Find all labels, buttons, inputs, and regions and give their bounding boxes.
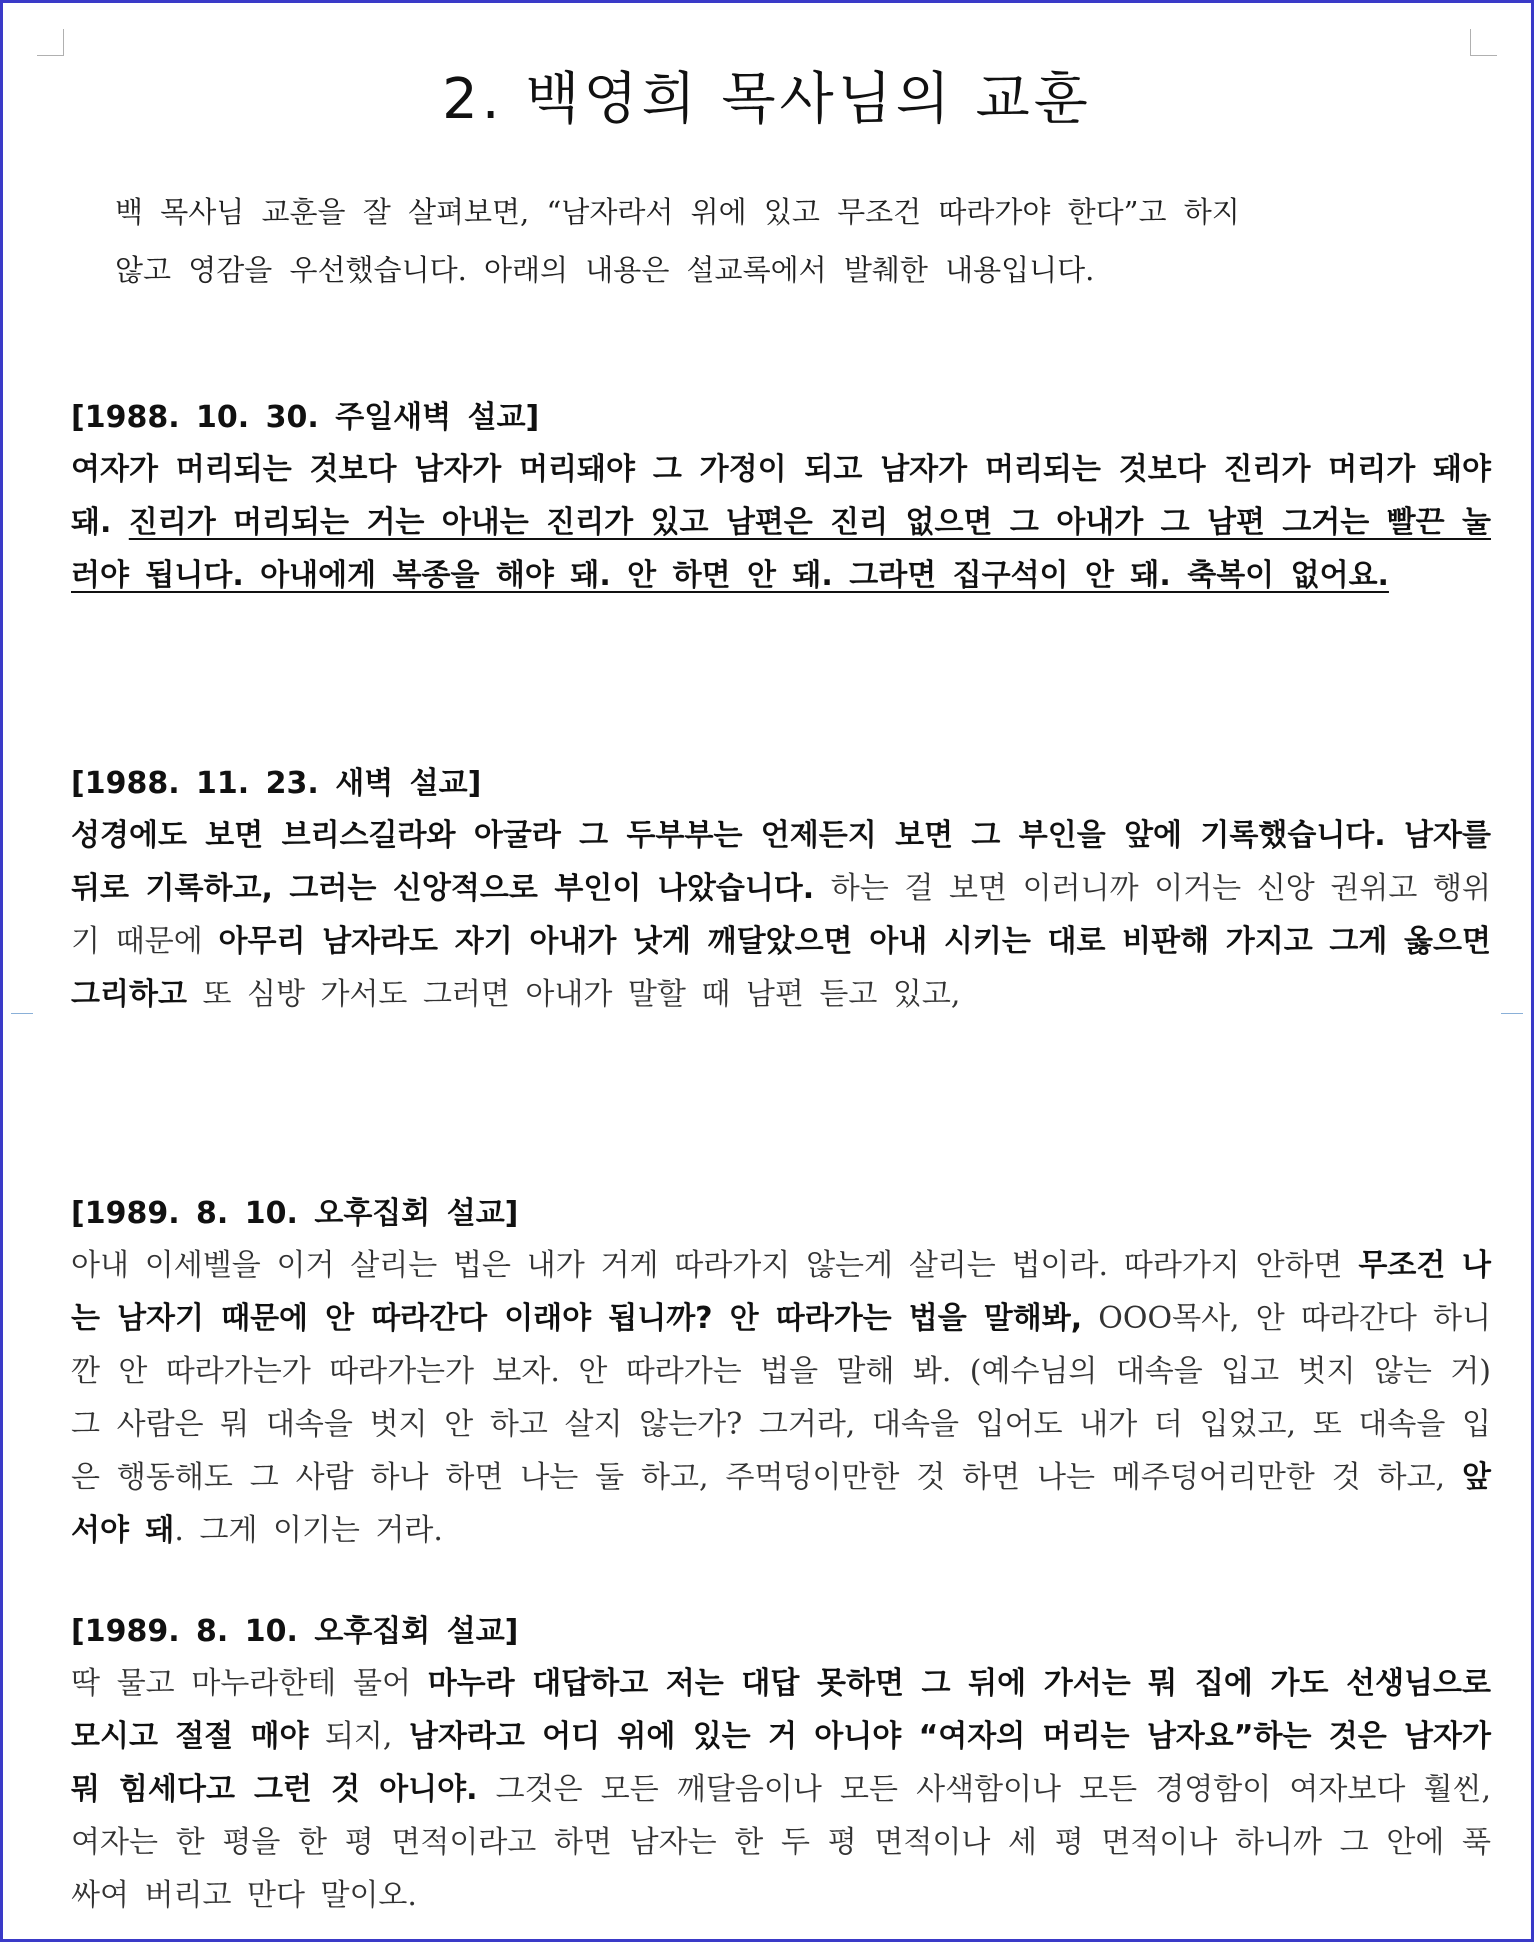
- page-title: 2. 백영희 목사님의 교훈: [442, 67, 1092, 132]
- body-text: 되지,: [308, 1719, 409, 1754]
- body-text: 그것은 모든 깨달음이나 모든 사색함이나 모든 경영함이 여자보다 훨씬, 여자는 한 평을 한 평 면적이라고 하면 남자는 한 두 평 면적이나 세 평 면적이나 하니까 그 안에 푹 싸여 버리고 만다 말이오.: [71, 1772, 1491, 1913]
- body-text: . 그게 이기는 거라.: [174, 1513, 443, 1548]
- body-text: 또 심방 가서도 그러면 아내가 말할 때 남편 듣고 있고,: [186, 977, 961, 1012]
- section-heading: [1988. 10. 30. 주일새벽 설교]: [71, 400, 540, 435]
- bold-text: 무조건 나는 남자기 때문에 안 따라간다 이래야 됩니까? 안 따라가는 법을 말해봐,: [71, 1248, 1491, 1336]
- section-heading: [1989. 8. 10. 오후집회 설교]: [71, 1196, 519, 1231]
- margin-mark-left: [11, 1013, 33, 1014]
- crop-mark-top-left: [37, 29, 64, 56]
- sermon-section-1: [71, 393, 1491, 602]
- body-text: 아내 이세벨을 이거 살리는 법은 내가 거게 따라가지 않는게 살리는 법이라. 따라가지 안하면: [71, 1248, 1359, 1283]
- bold-text: 남자라고 어디 위에 있는 거 아니야 “여자의 머리는 남자요”하는 것은 남자가 뭐 힘세다고 그런 것 아니야.: [71, 1719, 1492, 1807]
- sermon-section-4: [71, 1607, 1491, 1922]
- sermon-section-2: [71, 759, 1491, 1021]
- section-heading: [1988. 11. 23. 새벽 설교]: [71, 766, 482, 801]
- crop-mark-top-right: [1470, 29, 1497, 56]
- bold-text: 아무리 남자라도 자기 아내가 낫게 깨달았으면 아내 시키는 대로 비판해 가지고 그게 옳으면 그리하고: [71, 924, 1491, 1012]
- body-text: OOO목사, 안 따라간다 하니깐 안 따라가는가 따라가는가 보자. 안 따라가는 법을 말해 봐. (예수님의 대속을 입고 벗지 않는 거) 그 사람은 뭐 대속을 벗지 안 하고 살지 않는가? 그거라, 대속을 입어도 내가 더 입었고, 또 대속을 입은 행동해도 그 사람 하나 하면 나는 둘 하고, 주먹덩이만한 것 하면 나는 메주덩어리만한 것 하고,: [71, 1301, 1491, 1495]
- bold-text: 여자가 머리되는 것보다 남자가 머리돼야 그 가정이 되고 남자가 머리되는 것보다 진리가 머리가 돼야 돼.: [71, 452, 1491, 540]
- body-text: 딱 물고 마누라한테 물어: [71, 1666, 428, 1701]
- intro-line-2: 않고 영감을 우선했습니다. 아래의 내용은 설교록에서 발췌한 내용입니다.: [115, 253, 1095, 287]
- intro-line-1: 백 목사님 교훈을 잘 살펴보면, “남자라서 위에 있고 무조건 따라가야 한다”고 하지: [115, 195, 1240, 229]
- bold-text: 성경에도 보면 브리스길라와 아굴라 그 두부부는 언제든지 보면 그 부인을 앞에 기록했습니다. 남자를 뒤로 기록하고, 그러는 신앙적으로 부인이 나았습니다.: [71, 818, 1491, 906]
- bold-text: 마누라 대답하고 저는 대답 못하면 그 뒤에 가서는 뭐 집에 가도 선생님으로 모시고 절절 매야: [71, 1666, 1491, 1754]
- intro-paragraph: [115, 183, 1375, 299]
- body-text: 하는 걸 보면 이러니까 이거는 신앙 권위고 행위기 때문에: [71, 871, 1491, 959]
- underlined-bold-text: 진리가 머리되는 거는 아내는 진리가 있고 남편은 진리 없으면 그 아내가 그 남편 그거는 빨끈 눌러야 됩니다. 아내에게 복종을 해야 돼. 안 하면 안 돼. 그라면 집구석이 안 돼. 축복이 없어요.: [71, 505, 1491, 593]
- section-heading: [1989. 8. 10. 오후집회 설교]: [71, 1614, 519, 1649]
- margin-mark-right: [1501, 1013, 1523, 1014]
- sermon-section-3: [71, 1189, 1491, 1557]
- bold-text: 앞서야 돼: [71, 1460, 1491, 1548]
